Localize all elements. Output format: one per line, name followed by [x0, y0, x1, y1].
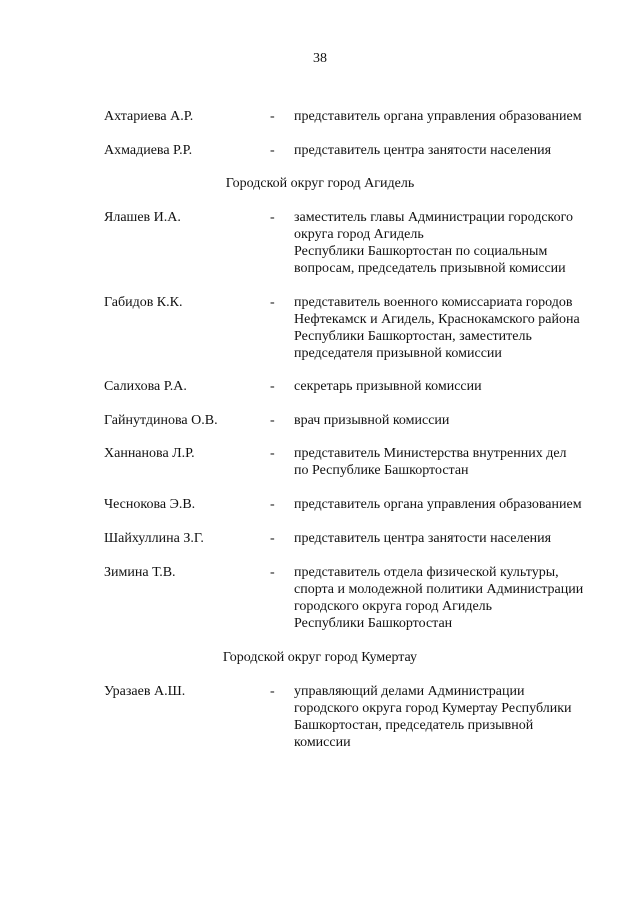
member-name: Чеснокова Э.В.	[104, 497, 196, 512]
list-item	[104, 108, 624, 125]
member-name: Ахтариева А.Р.	[104, 109, 194, 124]
list-item	[104, 294, 624, 362]
member-role: представитель центра занятости населения	[294, 531, 552, 546]
member-role: управляющий делами Администрации городского округа город Кумертау Республики Башкортостан, председатель призывной комиссии	[294, 684, 572, 750]
dash-separator: -	[270, 210, 275, 225]
dash-separator: -	[270, 684, 275, 699]
member-role: представитель отдела физической культуры, спорта и молодежной политики Администрации городского округа город Агидель Республики Башкортостан	[294, 565, 584, 631]
list-item	[104, 530, 624, 547]
dash-separator: -	[270, 497, 275, 512]
member-name: Шайхуллина З.Г.	[104, 531, 204, 546]
dash-separator: -	[270, 565, 275, 580]
dash-separator: -	[270, 531, 275, 546]
dash-separator: -	[270, 446, 275, 461]
member-name: Уразаев А.Ш.	[104, 684, 186, 699]
list-item	[104, 445, 624, 479]
member-role: представитель органа управления образованием	[294, 497, 582, 512]
dash-separator: -	[270, 413, 275, 428]
page-number: 38	[313, 51, 327, 66]
section-heading-kumertau: Городской округ город Кумертау	[222, 650, 418, 665]
member-role: представитель центра занятости населения	[294, 143, 552, 158]
list-item	[104, 496, 624, 513]
member-role: представитель Министерства внутренних дел по Республике Башкортостан	[294, 446, 567, 478]
member-role: представитель органа управления образованием	[294, 109, 582, 124]
list-item	[104, 683, 624, 751]
dash-separator: -	[270, 379, 275, 394]
list-item	[104, 412, 624, 429]
dash-separator: -	[270, 143, 275, 158]
member-role: врач призывной комиссии	[294, 413, 450, 428]
member-name: Зимина Т.В.	[104, 565, 176, 580]
member-name: Гайнутдинова О.В.	[104, 413, 218, 428]
member-name: Габидов К.К.	[104, 295, 183, 310]
member-role: секретарь призывной комиссии	[294, 379, 482, 394]
list-item	[104, 564, 624, 632]
list-item	[104, 209, 624, 277]
member-name: Ялашев И.А.	[104, 210, 181, 225]
section-heading-agidel: Городской округ город Агидель	[225, 176, 415, 191]
member-name: Ханнанова Л.Р.	[104, 446, 195, 461]
member-name: Салихова Р.А.	[104, 379, 187, 394]
member-role: заместитель главы Администрации городского округа город Агидель Республики Башкортостан по социальным вопросам, председатель призывной комиссии	[294, 210, 574, 276]
dash-separator: -	[270, 109, 275, 124]
list-item	[104, 142, 624, 159]
dash-separator: -	[270, 295, 275, 310]
member-name: Ахмадиева Р.Р.	[104, 143, 193, 158]
list-item	[104, 378, 624, 395]
member-role: представитель военного комиссариата городов Нефтекамск и Агидель, Краснокамского района Республики Башкортостан, заместитель председателя призывной комиссии	[294, 295, 580, 361]
